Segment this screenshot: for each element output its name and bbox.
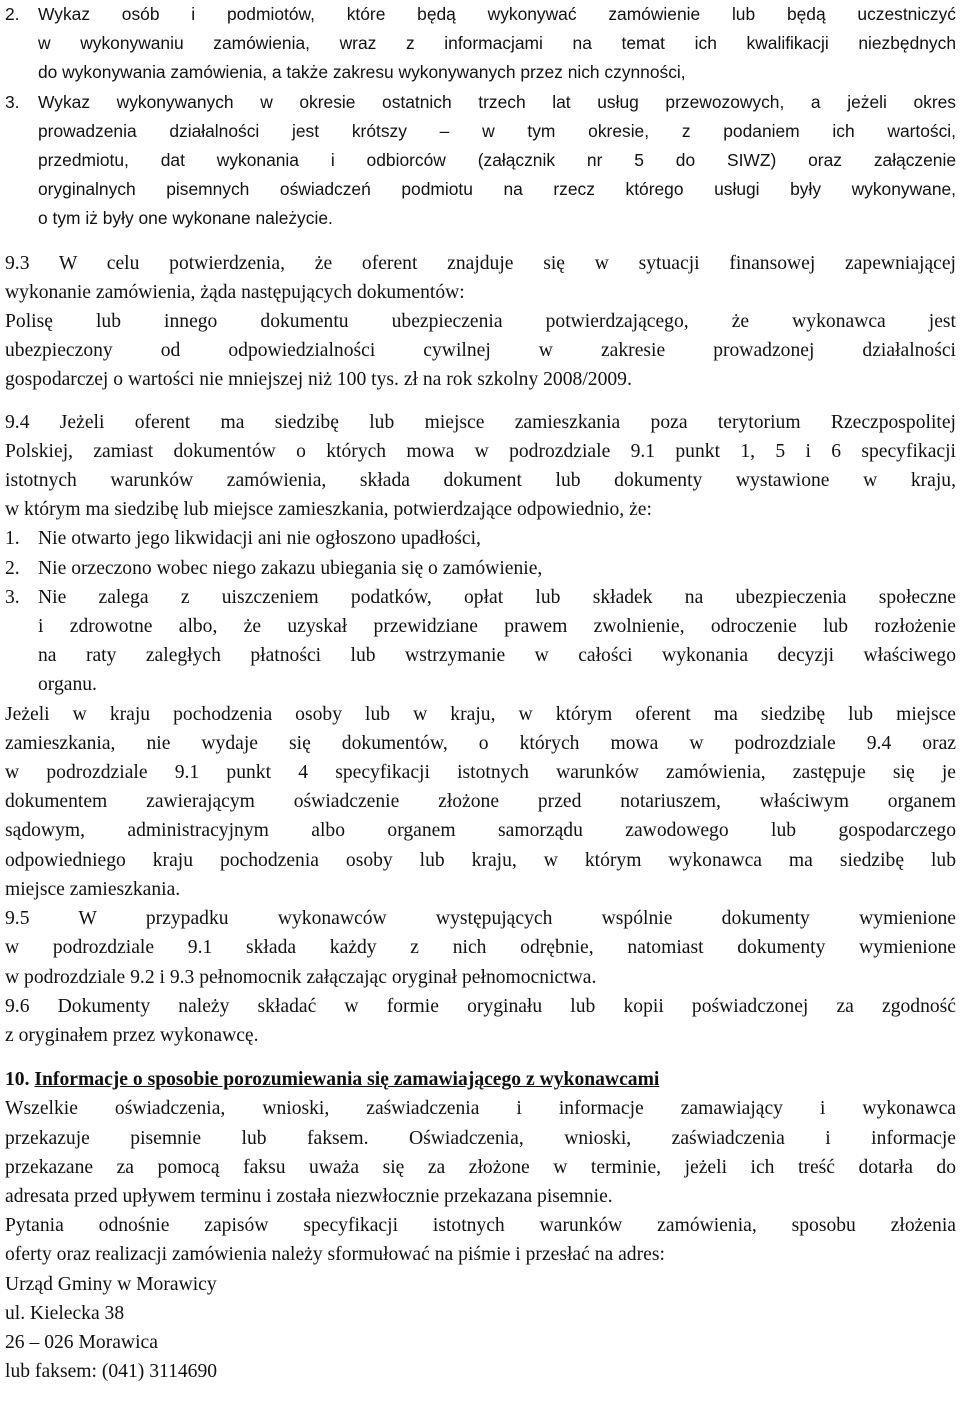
- text-line: odpowiedniego kraju pochodzenia osoby lub kraju, w którym wykonawca ma siedzibę lub: [5, 849, 956, 871]
- document-list: [5, 0, 956, 234]
- address-line: 26 – 026 Morawica: [5, 1331, 158, 1353]
- text-line: przekazuje pisemnie lub faksem. Oświadczenia, wnioski, zaświadczenia i informacje: [5, 1127, 956, 1149]
- text-line: w wykonywaniu zamówienia, wraz z informacjami na temat ich kwalifikacji niezbędnych: [38, 33, 956, 54]
- section-9-3: [5, 249, 956, 395]
- section-heading-text: Informacje o sposobie porozumiewania się zamawiającego z wykonawcami: [34, 1069, 660, 1091]
- list-item: [5, 0, 956, 88]
- text-line: i zdrowotne albo, że uzyskał przewidziane prawem zwolnienie, odroczenie lub rozłożenie: [38, 616, 956, 638]
- section-9-6: [5, 992, 956, 1050]
- text-line: prowadzenia działalności jest krótszy – w tym okresie, z podaniem ich wartości,: [38, 120, 956, 141]
- text-line: przekazane za pomocą faksu uważa się za złożone w terminie, jeżeli ich treść dotarła do: [5, 1156, 956, 1178]
- text-line: adresata przed upływem terminu i została niezwłocznie przekazana pisemnie.: [5, 1185, 613, 1207]
- text-line: z oryginałem przez wykonawcę.: [5, 1024, 259, 1046]
- address-line: lub faksem: (041) 3114690: [5, 1361, 218, 1383]
- text-line: miejsce zamieszkania.: [5, 878, 181, 900]
- text-line: Wykaz wykonywanych w okresie ostatnich trzech lat usług przewozowych, a jeżeli okres: [38, 91, 956, 112]
- text-line: 9.5 W przypadku wykonawców występujących wspólnie dokumenty wymienione: [5, 908, 956, 930]
- text-line: organu.: [38, 674, 97, 696]
- text-line: Wszelkie oświadczenia, wnioski, zaświadczenia i informacje zamawiający i wykonawca: [5, 1098, 956, 1120]
- list-item: [5, 554, 956, 583]
- text-line: o tym iż były one wykonane należycie.: [38, 208, 333, 229]
- address-line: ul. Kielecka 38: [5, 1302, 125, 1324]
- text-line: dokumentem zawierającym oświadczenie złożone przed notariuszem, właściwym organem: [5, 791, 956, 813]
- text-line: oferty oraz realizacji zamówienia należy sformułować na piśmie i przesłać na adres:: [5, 1244, 665, 1266]
- text-line: Nie otwarto jego likwidacji ani nie ogłoszono upadłości,: [38, 528, 481, 550]
- section-heading-number: 10.: [5, 1069, 30, 1091]
- text-line: 9.3 W celu potwierdzenia, że oferent znajduje się w sytuacji finansowej zapewniającej: [5, 252, 956, 274]
- text-line: Polskiej, zamiast dokumentów o których mowa w podrozdziale 9.1 punkt 1, 5 i 6 specyfikacji: [5, 440, 956, 462]
- text-line: na raty zaległych płatności lub wstrzymanie w całości wykonania decyzji właściwego: [38, 645, 956, 667]
- text-line: Nie zalega z uiszczeniem podatków, opłat lub składek na ubezpieczenia społeczne: [38, 586, 956, 608]
- text-line: sądowym, administracyjnym albo organem samorządu zawodowego lub gospodarczego: [5, 820, 956, 842]
- list-item: [5, 88, 956, 234]
- text-line: do wykonywania zamówienia, a także zakresu wykonywanych przez nich czynności,: [38, 62, 686, 83]
- list-item: [5, 524, 956, 553]
- text-line: Pytania odnośnie zapisów specyfikacji istotnych warunków zamówienia, sposobu złożenia: [5, 1215, 956, 1237]
- list-item-number: 3.: [5, 586, 20, 608]
- text-line: zamieszkania, nie wydaje się dokumentów, o których mowa w podrozdziale 9.4 oraz: [5, 732, 956, 754]
- text-line: Polisę lub innego dokumentu ubezpieczenia potwierdzającego, że wykonawca jest: [5, 311, 956, 333]
- list-item-number: 1.: [5, 528, 20, 550]
- list-item-number: 2.: [5, 557, 20, 579]
- text-line: wykonanie zamówienia, żąda następujących dokumentów:: [5, 281, 465, 303]
- text-line: Nie orzeczono wobec niego zakazu ubiegania się o zamówienie,: [38, 557, 543, 579]
- address-line: Urząd Gminy w Morawicy: [5, 1273, 217, 1295]
- section-9-4: [5, 408, 956, 904]
- text-line: w podrozdziale 9.2 i 9.3 pełnomocnik załączając oryginał pełnomocnictwa.: [5, 966, 597, 988]
- list-item-number: 3.: [5, 91, 20, 112]
- text-line: Jeżeli w kraju pochodzenia osoby lub w kraju, w którym oferent ma siedzibę lub miejsce: [5, 703, 956, 725]
- address-block: [5, 1270, 956, 1387]
- list-item-number: 2.: [5, 4, 20, 24]
- text-line: oryginalnych pisemnych oświadczeń podmiotu na rzecz którego usługi były wykonywane,: [38, 179, 956, 200]
- text-line: Wykaz osób i podmiotów, które będą wykonywać zamówienie lub będą uczestniczyć: [38, 4, 956, 24]
- text-line: gospodarczej o wartości nie mniejszej niż 100 tys. zł na rok szkolny 2008/2009.: [5, 369, 632, 391]
- text-line: w podrozdziale 9.1 składa każdy z nich odrębnie, natomiast dokumenty wymienione: [5, 937, 956, 959]
- text-line: przedmiotu, dat wykonania i odbiorców (załącznik nr 5 do SIWZ) oraz załączenie: [38, 150, 956, 171]
- section-10: [5, 1065, 956, 1386]
- text-line: ubezpieczony od odpowiedzialności cywilnej w zakresie prowadzonej działalności: [5, 340, 956, 362]
- text-line: w podrozdziale 9.1 punkt 4 specyfikacji istotnych warunków zamówienia, zastępuje się je: [5, 762, 956, 784]
- text-line: w którym ma siedzibę lub miejsce zamieszkania, potwierdzające odpowiednio, że:: [5, 499, 652, 521]
- list-item: [5, 583, 956, 700]
- text-line: 9.4 Jeżeli oferent ma siedzibę lub miejsce zamieszkania poza terytorium Rzeczpospolitej: [5, 411, 956, 433]
- section-heading: [5, 1065, 956, 1094]
- section-9-5: [5, 904, 956, 992]
- text-line: 9.6 Dokumenty należy składać w formie oryginału lub kopii poświadczonej za zgodność: [5, 995, 956, 1017]
- text-line: istotnych warunków zamówienia, składa dokument lub dokumenty wystawione w kraju,: [5, 470, 956, 492]
